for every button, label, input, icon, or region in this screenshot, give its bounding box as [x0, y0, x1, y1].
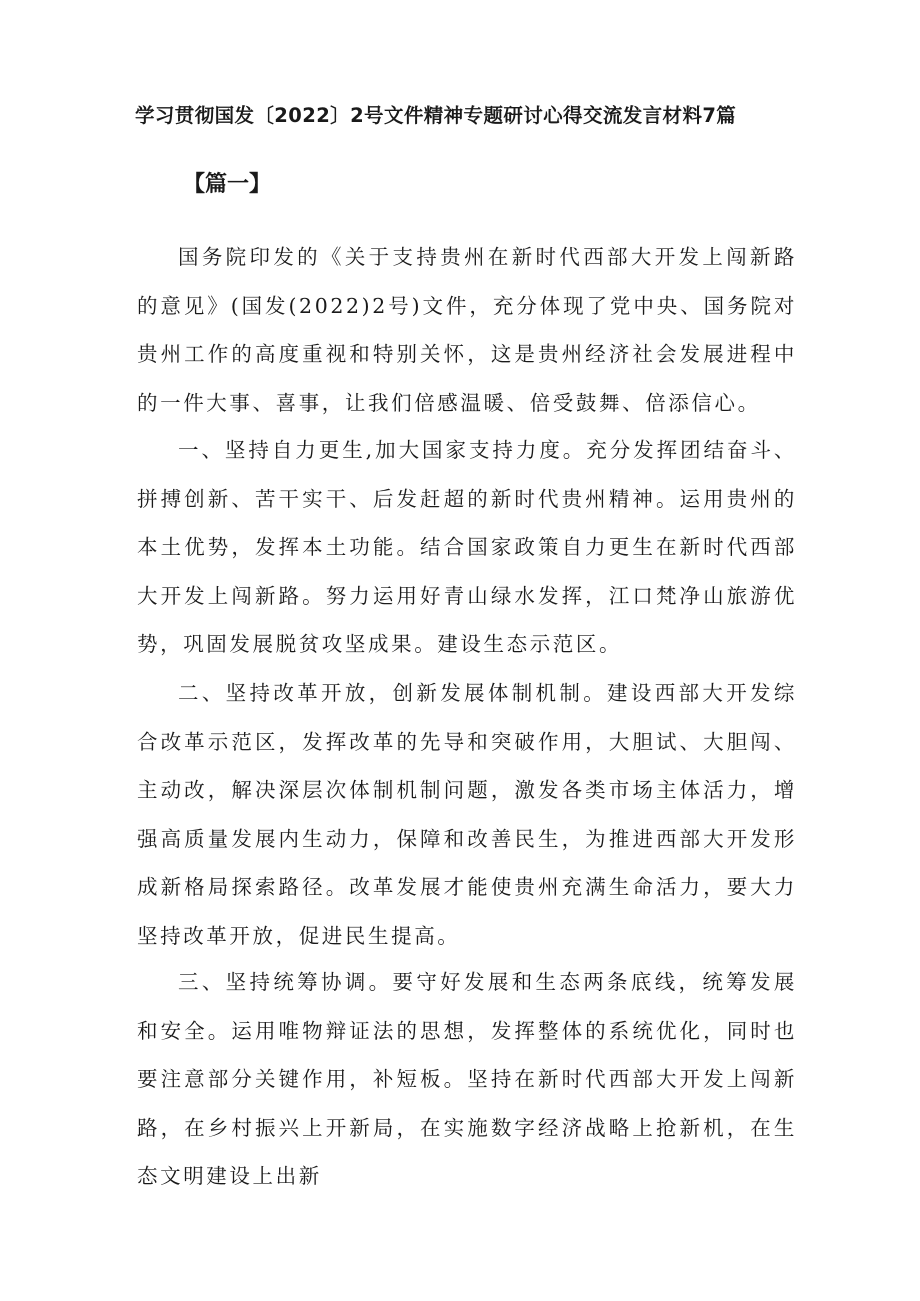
paragraph-point-three: 三、坚持统筹协调。要守好发展和生态两条底线，统筹发展和安全。运用唯物辩证法的思想，发挥整体的系统优化，同时也要注意部分关键作用，补短板。坚持在新时代西部大开发上闯新路，在乡村振兴上开新局，在实施数字经济战略上抢新机，在生态文明建设上出新: [137, 970, 797, 1189]
paragraph-intro: 国务院印发的《关于支持贵州在新时代西部大开发上闯新路的意见》(国发(2022)2号)文件，充分体现了党中央、国务院对贵州工作的高度重视和特别关怀，这是贵州经济社会发展进程中的一件大事、喜事，让我们倍感温暖、倍受鼓舞、倍添信心。: [137, 245, 797, 415]
paragraph-point-two: 二、坚持改革开放，创新发展体制机制。建设西部大开发综合改革示范区，发挥改革的先导和突破作用，大胆试、大胆闯、主动改，解决深层次体制机制问题，激发各类市场主体活力，增强高质量发展内生动力，保障和改善民生，为推进西部大开发形成新格局探索路径。改革发展才能使贵州充满生命活力，要大力坚持改革开放，促进民生提高。: [137, 681, 797, 948]
section-heading: 【篇一】: [183, 171, 272, 197]
document-title: 学习贯彻国发〔2022〕2号文件精神专题研讨心得交流发言材料7篇: [135, 104, 737, 127]
paragraph-point-one: 一、坚持自力更生,加大国家支持力度。充分发挥团结奋斗、拼搏创新、苦干实干、后发赶超的新时代贵州精神。运用贵州的本土优势，发挥本土功能。结合国家政策自力更生在新时代西部大开发上闯新路。努力运用好青山绿水发挥，江口梵净山旅游优势，巩固发展脱贫攻坚成果。建设生态示范区。: [137, 438, 797, 657]
